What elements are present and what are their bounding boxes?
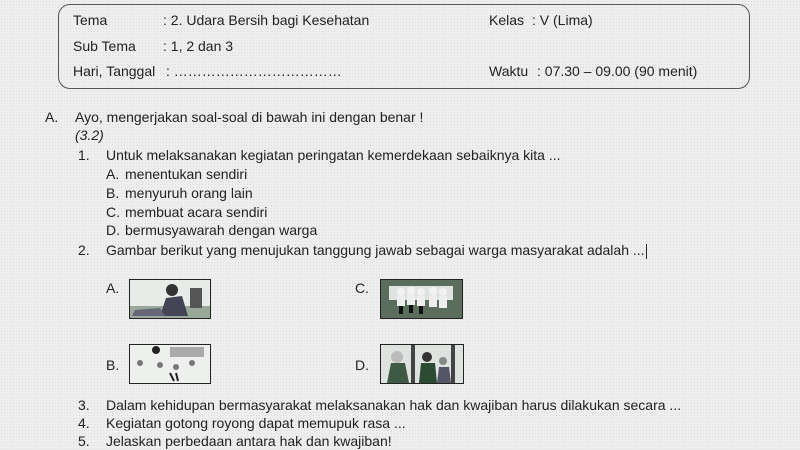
- question-text: Untuk melaksanakan kegiatan peringatan kemerdekaan sebaiknya kita ...: [106, 147, 561, 163]
- option-text: bermusyawarah dengan warga: [125, 222, 318, 238]
- question-text: [106, 242, 647, 259]
- image-option-b-picture: [129, 344, 211, 384]
- image-option-letter: A.: [106, 280, 120, 296]
- question-text: Jelaskan perbedaan antara hak dan kwajiban!: [106, 433, 392, 449]
- kelas-label: Kelas: [489, 12, 525, 28]
- option-letter: A.: [106, 166, 120, 182]
- option-text: membuat acara sendiri: [125, 204, 268, 220]
- question-number: 5.: [78, 433, 90, 449]
- hari-label: Hari, Tanggal: [73, 63, 156, 79]
- subtema-value: : 1, 2 dan 3: [163, 38, 234, 54]
- question-number: 1.: [78, 147, 90, 163]
- question-number: 4.: [78, 415, 90, 431]
- hari-value: : ………………………………: [166, 63, 342, 79]
- question-text: Kegiatan gotong royong dapat memupuk rasa ...: [106, 415, 406, 431]
- image-option-letter: B.: [106, 357, 120, 373]
- image-option-d-picture: [380, 344, 464, 384]
- question-number: 3.: [78, 397, 90, 413]
- question-number: 2.: [78, 242, 90, 258]
- option-letter: C.: [106, 204, 120, 220]
- waktu-value: : 07.30 – 09.00 (90 menit): [537, 63, 698, 79]
- tema-label: Tema: [73, 12, 108, 28]
- kelas-value: : V (Lima): [532, 12, 593, 28]
- section-instruction: Ayo, mengerjakan soal-soal di bawah ini dengan benar !: [75, 109, 424, 125]
- image-option-a-picture: [129, 279, 211, 319]
- question-text-content: Gambar berikut yang menujukan tanggung jawab sebagai warga masyarakat adalah ...: [106, 242, 645, 258]
- question-text: Dalam kehidupan bermasyarakat melaksanakan hak dan kwajiban harus dilakukan secara ...: [106, 397, 682, 413]
- section-letter: A.: [45, 109, 59, 125]
- option-text: menyuruh orang lain: [125, 185, 253, 201]
- image-option-letter: D.: [355, 357, 369, 373]
- section-code: (3.2): [75, 127, 104, 143]
- image-option-letter: C.: [355, 280, 369, 296]
- option-letter: D.: [106, 222, 120, 238]
- waktu-label: Waktu: [489, 63, 529, 79]
- tema-value: : 2. Udara Bersih bagi Kesehatan: [163, 12, 370, 28]
- option-letter: B.: [106, 185, 120, 201]
- option-text: menentukan sendiri: [125, 166, 248, 182]
- text-cursor: [646, 244, 647, 259]
- subtema-label: Sub Tema: [73, 38, 136, 54]
- image-option-c-picture: [380, 279, 463, 319]
